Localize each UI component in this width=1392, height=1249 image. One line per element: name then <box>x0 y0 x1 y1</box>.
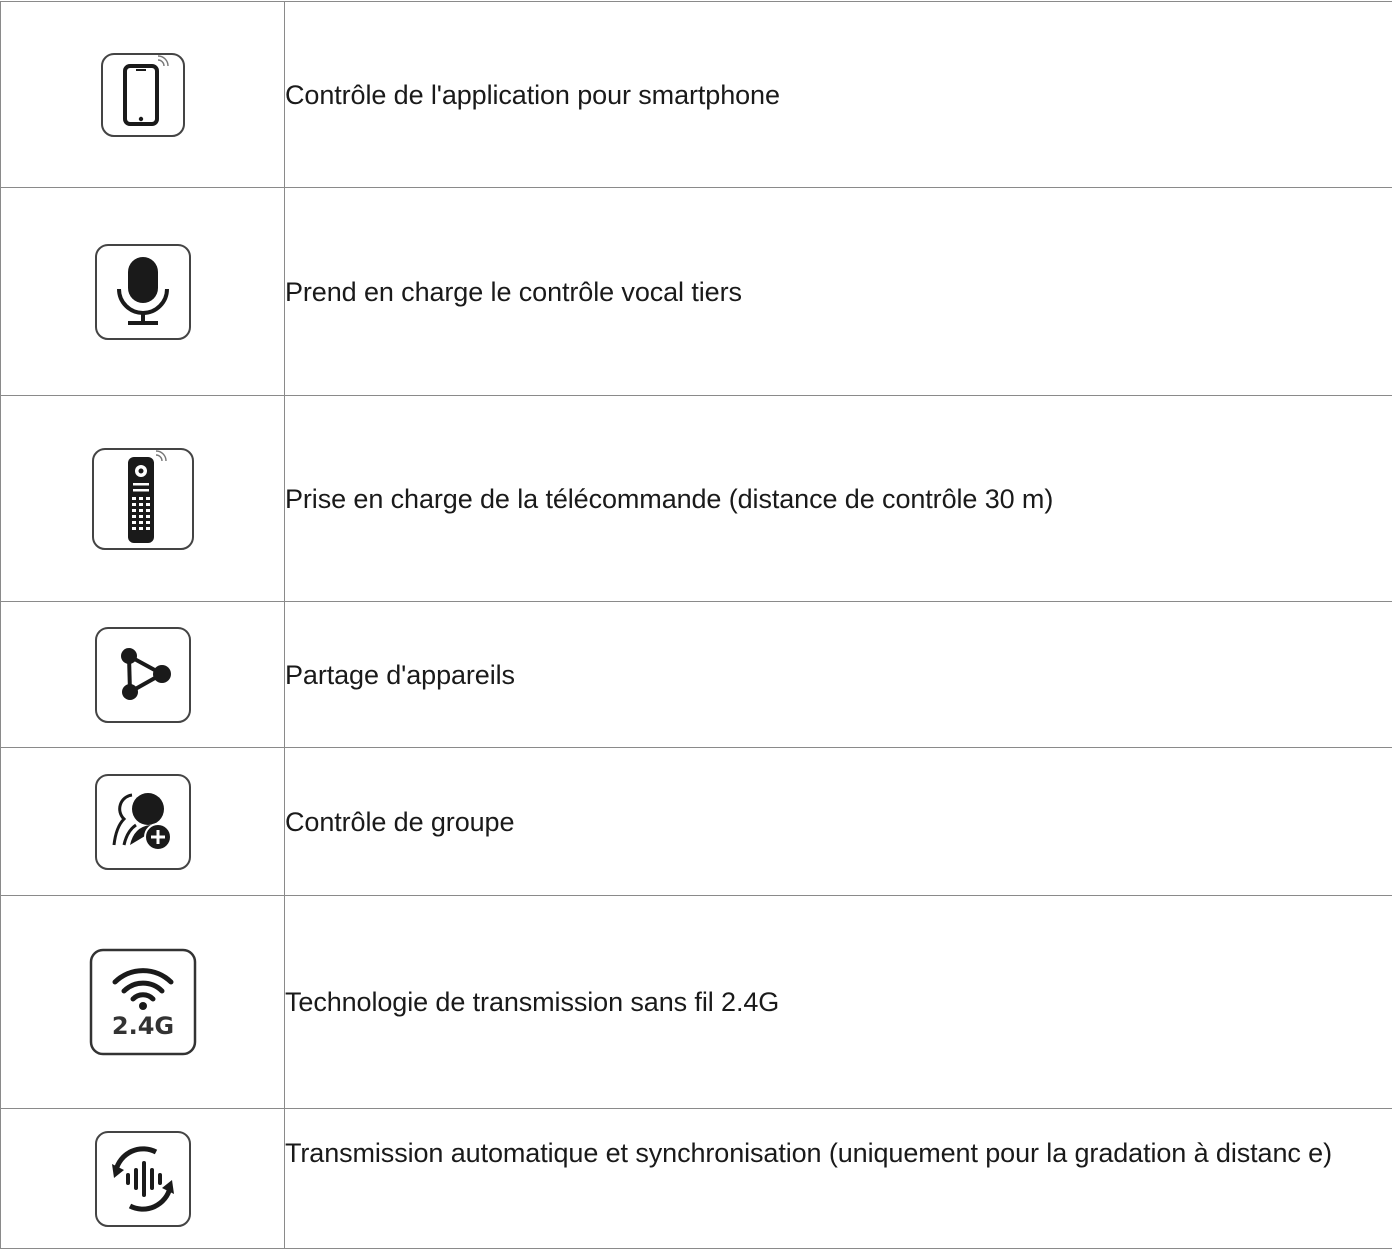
icon-cell <box>1 188 285 396</box>
icon-cell <box>1 396 285 602</box>
feature-text: Partage d'appareils <box>285 602 1392 748</box>
smartphone-icon <box>100 52 186 138</box>
remote-control-icon <box>91 447 195 551</box>
icon-cell <box>1 1109 285 1249</box>
icon-cell <box>1 748 285 896</box>
wireless-label: 2.4G <box>111 1012 173 1040</box>
icon-cell <box>1 896 285 1109</box>
feature-text: Prend en charge le contrôle vocal tiers <box>285 188 1392 396</box>
table-row <box>1 396 1392 602</box>
feature-text: Transmission automatique et synchronisation (uniquement pour la gradation à distanc e) <box>285 1109 1392 1249</box>
table-row <box>1 2 1392 188</box>
features-table <box>0 1 1392 1249</box>
group-add-icon <box>94 773 192 871</box>
feature-text: Technologie de transmission sans fil 2.4G <box>285 896 1392 1109</box>
icon-cell <box>1 602 285 748</box>
table-row <box>1 602 1392 748</box>
sync-icon <box>94 1130 192 1228</box>
feature-text: Prise en charge de la télécommande (distance de contrôle 30 m) <box>285 396 1392 602</box>
table-row <box>1 1109 1392 1249</box>
table-row <box>1 748 1392 896</box>
wireless-2-4g-icon <box>89 948 197 1056</box>
share-icon <box>94 626 192 724</box>
feature-text: Contrôle de l'application pour smartphone <box>285 2 1392 188</box>
table-row <box>1 188 1392 396</box>
icon-cell <box>1 2 285 188</box>
table-row <box>1 896 1392 1109</box>
microphone-icon <box>94 243 192 341</box>
feature-text: Contrôle de groupe <box>285 748 1392 896</box>
